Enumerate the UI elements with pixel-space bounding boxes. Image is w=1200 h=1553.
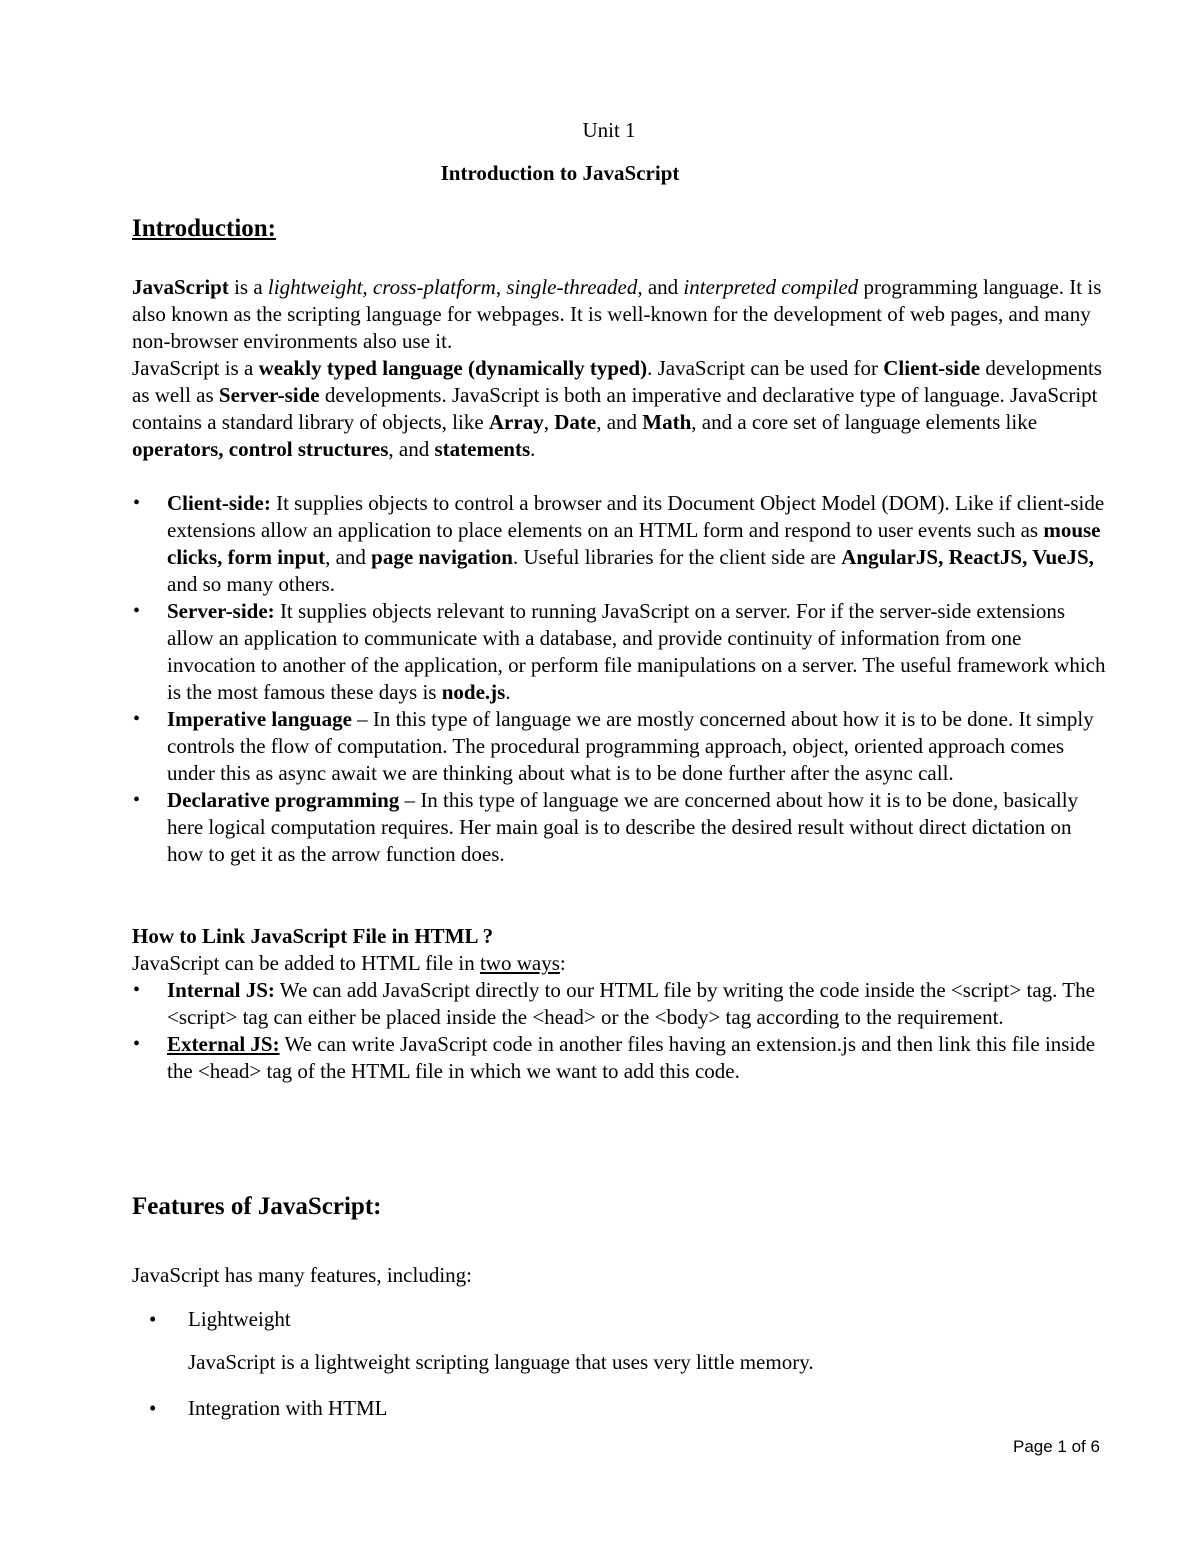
list-item-imperative: [132, 706, 1107, 787]
italic-text: lightweight, cross-platform: [267, 275, 496, 299]
list-item-declarative: [132, 787, 1107, 868]
list-term: Server-side:: [167, 599, 275, 623]
bold-text: page navigation: [371, 545, 513, 569]
bold-text: Math: [642, 410, 692, 434]
list-item-external-js: [132, 1031, 1117, 1085]
text: We can add JavaScript directly to our HTML file by writing the code inside the <script> tag. The <script> tag can either be placed inside the <head> or the <body> tag according to the requirement.: [167, 978, 1095, 1029]
bullet-icon: •: [133, 789, 141, 811]
feature-label: Lightweight: [188, 1307, 291, 1331]
text: ,: [495, 275, 507, 299]
bullet-icon: •: [149, 1307, 157, 1331]
list-term: Declarative programming: [167, 788, 400, 812]
italic-text: single-threaded,: [506, 275, 643, 299]
unit-label: Unit 1: [582, 118, 636, 142]
bold-text: Date: [554, 410, 597, 434]
text: It supplies objects to control a browser and its Document Object Model (DOM). Like if client-side extensions allow an application to place elements on an HTML form and respond to user events such as: [167, 491, 1105, 542]
text: and so many others.: [167, 572, 335, 596]
text: . JavaScript can be used for: [647, 356, 884, 380]
features-intro: JavaScript has many features, including:: [132, 1263, 472, 1287]
document-title: Introduction to JavaScript: [440, 161, 680, 185]
bullet-icon: •: [133, 600, 141, 622]
bullet-icon: •: [133, 492, 141, 514]
text: .: [530, 437, 536, 461]
bold-text: Array: [488, 410, 544, 434]
list-term: Internal JS:: [167, 978, 275, 1002]
list-term: External JS:: [167, 1032, 280, 1056]
bold-text: node.js: [441, 680, 506, 704]
bold-text: AngularJS, ReactJS, VueJS,: [841, 545, 1094, 569]
text: JavaScript is a: [132, 356, 259, 380]
link-heading: How to Link JavaScript File in HTML ?: [132, 924, 494, 948]
text: ,: [543, 410, 555, 434]
link-intro: [132, 950, 1117, 977]
text: programming language. It is also known as the scripting language for webpages. It is well-known for the development of web pages, and many non-browser environments also use it.: [132, 275, 1102, 353]
features-heading: Features of JavaScript:: [132, 1193, 382, 1220]
feature-label: Integration with HTML: [188, 1396, 388, 1420]
text: developments. JavaScript is both an imperative and declarative type of language. JavaScript contains a standard library of objects, like: [132, 383, 1098, 434]
italic-text: interpreted compiled: [683, 275, 859, 299]
intro-paragraph-1: [132, 274, 1112, 355]
feature-description: JavaScript is a lightweight scripting language that uses very little memory.: [188, 1350, 814, 1374]
underlined-text: two ways: [479, 951, 560, 975]
text: is a: [228, 275, 268, 299]
text: developments as well as: [132, 356, 1102, 407]
bold-text: statements: [434, 437, 531, 461]
intro-paragraphs: [132, 274, 1112, 463]
bullet-icon: •: [133, 979, 141, 1001]
list-item-internal-js: [132, 977, 1117, 1031]
bold-text: Server-side: [218, 383, 320, 407]
bold-text: Client-side: [883, 356, 981, 380]
link-section: [132, 923, 1117, 1085]
text: JavaScript can be added to HTML file in: [132, 951, 480, 975]
text: and: [642, 275, 684, 299]
bullet-icon: •: [149, 1396, 157, 1420]
bold-text: operators, control structures: [132, 437, 389, 461]
list-item-client-side: [132, 490, 1107, 598]
text: , and: [388, 437, 435, 461]
language-types-list: [132, 490, 1107, 868]
text: , and: [596, 410, 643, 434]
text: – In this type of language we are mostly concerned about how it is to be done. It simply controls the flow of computation. The procedural programming approach, object, oriented approach comes under this as async await we are thinking about what is to be done further after the async call.: [167, 707, 1094, 785]
text: , and a core set of language elements like: [691, 410, 1038, 434]
bold-text: weakly typed language (dynamically typed): [258, 356, 648, 380]
js-term: JavaScript: [132, 275, 229, 299]
text: We can write JavaScript code in another files having an extension.js and then link this file inside the <head> tag of the HTML file in which we want to add this code.: [167, 1032, 1096, 1083]
text: It supplies objects relevant to running JavaScript on a server. For if the server-side extensions allow an application to communicate with a database, and provide continuity of information from one invocation to another of the application, or perform file manipulations on a server. The useful framework which is the most famous these days is: [167, 599, 1106, 704]
introduction-heading: Introduction:: [132, 215, 277, 242]
list-item-server-side: [132, 598, 1107, 706]
text: . Useful libraries for the client side are: [512, 545, 842, 569]
text: – In this type of language we are concerned about how it is to be done, basically here logical computation requires. Her main goal is to describe the desired result without direct dictation on how to get it as the arrow function does.: [167, 788, 1079, 866]
text: .: [505, 680, 511, 704]
bullet-icon: •: [133, 708, 141, 730]
text: :: [559, 951, 566, 975]
text: , and: [325, 545, 372, 569]
list-term: Imperative language: [167, 707, 352, 731]
page-number: Page 1 of 6: [1013, 1437, 1100, 1456]
list-term: Client-side:: [167, 491, 271, 515]
bullet-icon: •: [133, 1033, 141, 1055]
bold-text: mouse clicks, form input: [167, 518, 1101, 569]
intro-paragraph-2: [132, 355, 1112, 463]
